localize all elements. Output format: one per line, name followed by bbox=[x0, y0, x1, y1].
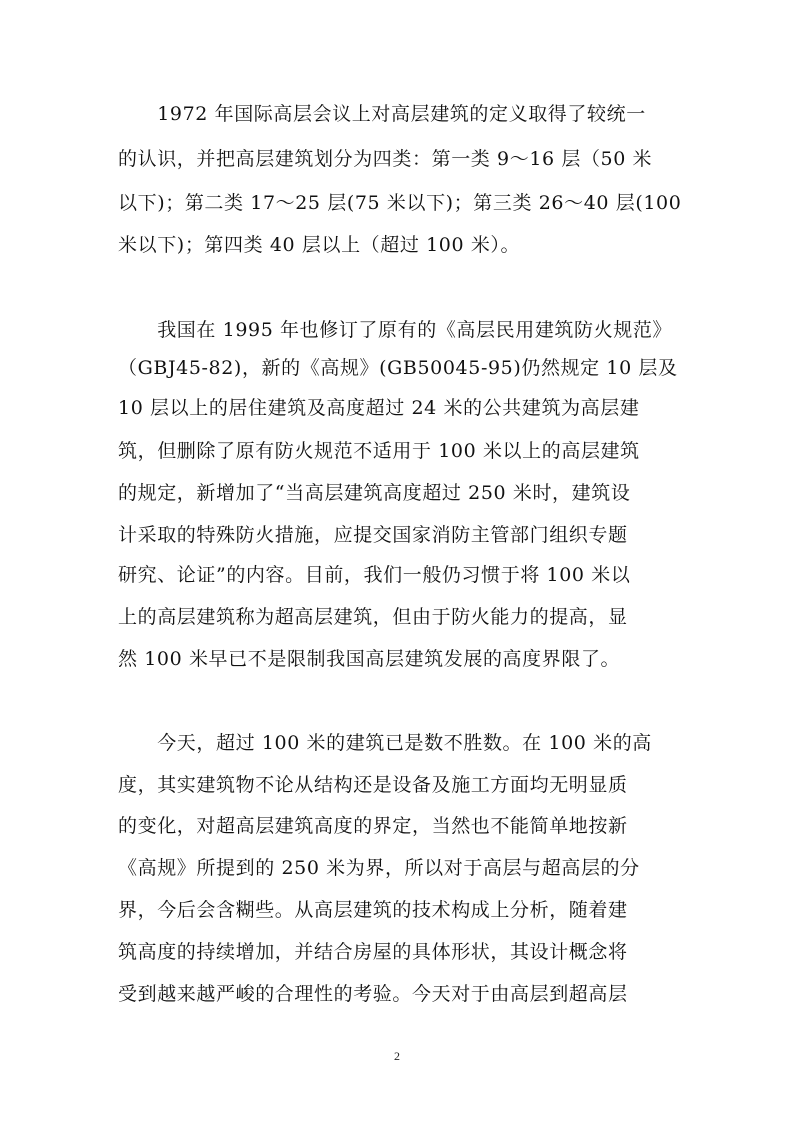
paragraph-2-line-1: 我国在 1995 年也修订了原有的《高层民用建筑防火规范》 bbox=[118, 319, 673, 341]
paragraph-3-line-3: 的变化，对超高层建筑高度的界定，当然也不能简单地按新 bbox=[118, 815, 628, 837]
paragraph-3-line-5: 界，今后会含糊些。从高层建筑的技术构成上分析，随着建 bbox=[118, 899, 628, 921]
paragraph-3-line-2: 度，其实建筑物不论从结构还是设备及施工方面均无明显质 bbox=[118, 774, 628, 796]
paragraph-2-line-3: 10 层以上的居住建筑及高度超过 24 米的公共建筑为高层建 bbox=[118, 397, 640, 419]
paragraph-1-line-2: 的认识，并把高层建筑划分为四类：第一类 9～16 层（50 米 bbox=[118, 148, 653, 170]
paragraph-2-line-2: （GBJ45-82)，新的《高规》(GB50045-95)仍然规定 10 层及 bbox=[118, 357, 678, 379]
paragraph-2-line-7: 研究、论证”的内容。目前，我们一般仍习惯于将 100 米以 bbox=[118, 564, 631, 586]
paragraph-2-line-5: 的规定，新增加了“当高层建筑高度超过 250 米时，建筑设 bbox=[118, 482, 631, 504]
page-number: 2 bbox=[394, 1049, 400, 1063]
paragraph-2-line-4: 筑，但删除了原有防火规范不适用于 100 米以上的高层建筑 bbox=[118, 440, 640, 462]
paragraph-3-line-7: 受到越来越严峻的合理性的考验。今天对于由高层到超高层 bbox=[118, 983, 628, 1005]
paragraph-2-line-9: 然 100 米早已不是限制我国高层建筑发展的高度界限了。 bbox=[118, 648, 621, 670]
paragraph-2-line-6: 计采取的特殊防火措施，应提交国家消防主管部门组织专题 bbox=[118, 524, 628, 546]
paragraph-3-line-6: 筑高度的持续增加，并结合房屋的具体形状，其设计概念将 bbox=[118, 941, 628, 963]
paragraph-3-line-1: 今天，超过 100 米的建筑已是数不胜数。在 100 米的高 bbox=[118, 732, 652, 754]
paragraph-2-line-8: 上的高层建筑称为超高层建筑，但由于防火能力的提高，显 bbox=[118, 606, 628, 628]
paragraph-1-line-1: 1972 年国际高层会议上对高层建筑的定义取得了较统一 bbox=[118, 103, 646, 125]
paragraph-1-line-3: 以下)；第二类 17～25 层(75 米以下)；第三类 26～40 层(100 bbox=[118, 192, 682, 214]
paragraph-3-line-4: 《高规》所提到的 250 米为界，所以对于高层与超高层的分 bbox=[118, 857, 640, 879]
paragraph-1-line-4: 米以下)；第四类 40 层以上（超过 100 米）。 bbox=[118, 234, 521, 256]
